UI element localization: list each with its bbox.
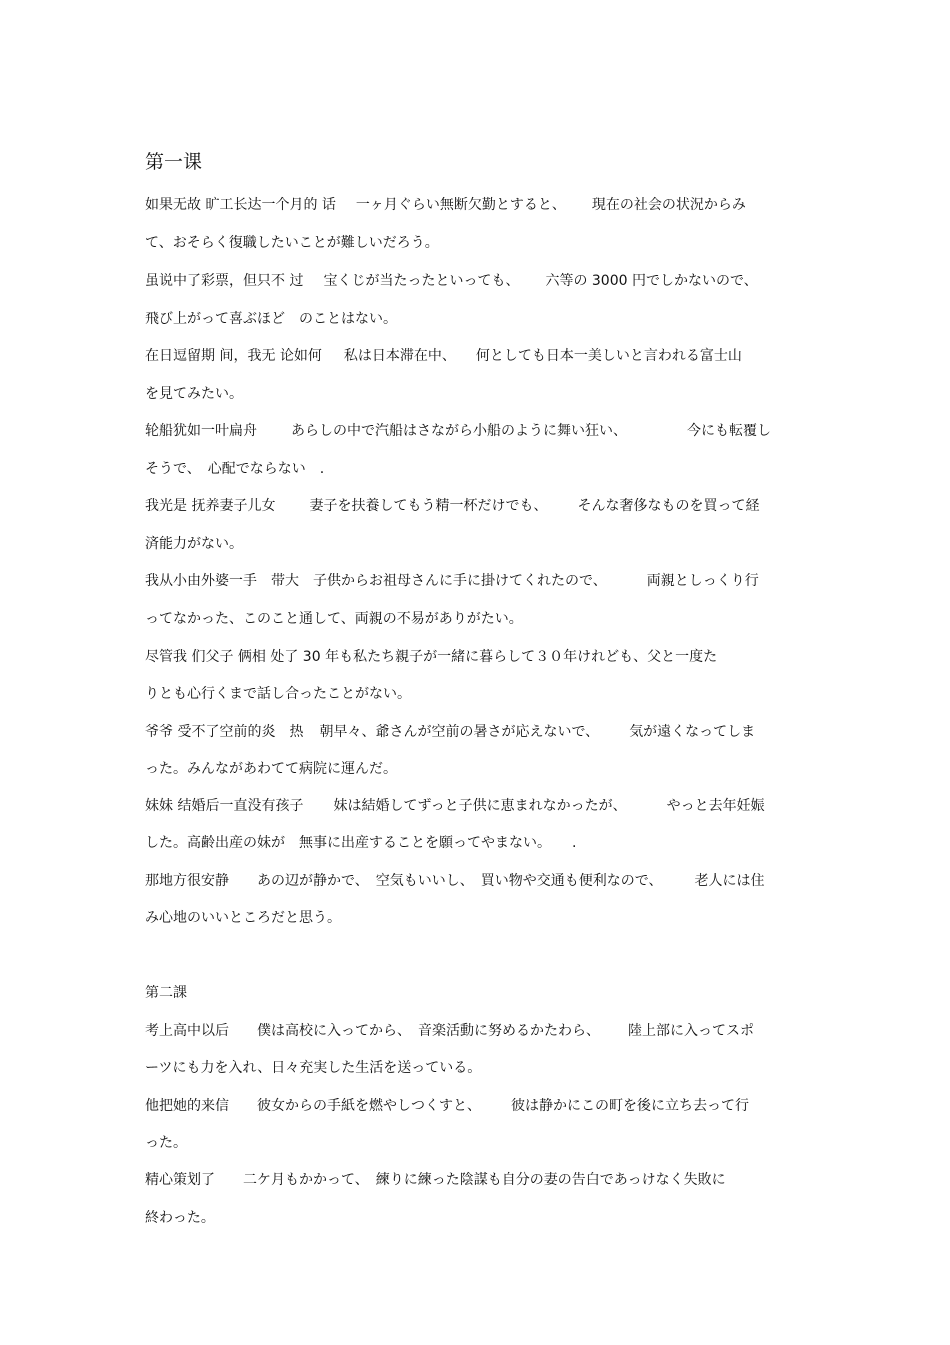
japanese-text: 彼は静かにこの町を後に立ち去って行	[511, 1098, 749, 1114]
japanese-text: あらしの中で汽船はさながら小船のように舞い狂い、	[291, 423, 627, 439]
chinese-phrase: 考上高中以后	[145, 1023, 229, 1039]
lesson-2-title: 第二課	[145, 985, 187, 1001]
sentence-continuation: て、おそらく復職したいことが難しいだろう。	[145, 235, 439, 251]
sentence-continuation: み心地のいいところだと思う。	[145, 910, 341, 926]
chinese-phrase: 精心策划了	[145, 1172, 215, 1188]
sentence-continuation: 終わった。	[145, 1210, 215, 1226]
chinese-phrase: 尽管我 们父子 俩相 处了 30 年も私たち親子が一緒に暮らして３０年けれども、父と一度た	[145, 649, 718, 665]
japanese-text: 妻子を扶養してもう精一杯だけでも、	[309, 498, 548, 514]
sentence-continuation: を見てみたい。	[145, 386, 243, 402]
japanese-text: 二ケ月もかかって、 練りに練った陰謀も自分の妻の告白であっけなく失敗に	[243, 1172, 726, 1188]
sentence-continuation: 飛び上がって喜ぶほど のことはない。	[145, 311, 397, 327]
sentence-line	[145, 1022, 754, 1040]
chinese-phrase: 妹妹 结婚后一直没有孩子	[145, 798, 304, 814]
sentence-line	[145, 497, 759, 515]
chinese-phrase: 爷爷 受不了空前的炎 热	[145, 724, 304, 740]
sentence-line	[145, 422, 771, 440]
chinese-phrase: 我光是 抚养妻子儿女	[145, 498, 276, 514]
sentence-continuation: 済能力がない。	[145, 536, 243, 552]
sentence-line	[145, 648, 717, 666]
sentence-line	[145, 572, 759, 590]
sentence-continuation: った。	[145, 1135, 187, 1151]
japanese-text: あの辺が静かで、 空気もいいし、 買い物や交通も便利なので、	[257, 873, 663, 889]
sentence-line	[145, 1171, 726, 1189]
japanese-text: 朝早々、爺さんが空前の暑さが応えないで、	[319, 724, 600, 740]
japanese-text: 現在の社会の状況からみ	[591, 197, 746, 213]
chinese-phrase: 轮船犹如一叶扁舟	[145, 423, 257, 439]
japanese-text: やっと去年妊娠	[666, 798, 765, 814]
japanese-text: 宝くじが当たったといっても、	[323, 273, 520, 289]
japanese-text: 老人には住	[694, 873, 765, 889]
sentence-continuation: ーツにも力を入れ、日々充実した生活を送っている。	[145, 1060, 482, 1076]
japanese-text: 気が遠くなってしま	[629, 724, 756, 740]
chinese-phrase: 那地方很安静	[145, 873, 229, 889]
japanese-text: 六等の 3000 円でしかないので、	[545, 273, 758, 289]
japanese-text: 彼女からの手紙を燃やしつくすと、	[257, 1098, 481, 1114]
sentence-line	[145, 872, 764, 890]
japanese-text: 子供からお祖母さんに手に掛けてくれたので、	[313, 573, 607, 589]
chinese-phrase: 在日逗留期 间，我无 论如何	[145, 348, 322, 364]
sentence-line	[145, 196, 746, 214]
sentence-continuation: した。高齢出産の妹が 無事に出産することを願ってやまない。 .	[145, 835, 577, 851]
sentence-line	[145, 797, 765, 815]
chinese-phrase: 我从小由外婆一手 带大	[145, 573, 299, 589]
japanese-text: 今にも転覆し	[687, 423, 771, 439]
lesson-1-title: 第一课	[145, 151, 203, 173]
sentence-continuation: ってなかった、このこと通して、両親の不易がありがたい。	[145, 611, 523, 627]
japanese-text: 陸上部に入ってスポ	[628, 1023, 754, 1039]
sentence-line	[145, 723, 755, 741]
chinese-phrase: 虽说中了彩票，但只不 过	[145, 273, 304, 289]
sentence-line	[145, 1097, 749, 1115]
japanese-text: 僕は高校に入ってから、 音楽活動に努めるかたわら、	[257, 1023, 600, 1039]
sentence-line	[145, 272, 758, 290]
sentence-line	[145, 347, 742, 365]
sentence-continuation: った。みんながあわてて病院に運んだ。	[145, 761, 397, 777]
japanese-text: 一ヶ月ぐらい無断欠勤とすると、	[355, 197, 566, 213]
japanese-text: 何としても日本一美しいと言われる富士山	[475, 348, 742, 364]
japanese-text: 私は日本滞在中、	[343, 348, 456, 364]
chinese-phrase: 如果无故 旷工长达一个月的 话	[145, 197, 336, 213]
sentence-continuation: りとも心行くまで話し合ったことがない。	[145, 686, 411, 702]
japanese-text: 両親としっくり行	[646, 573, 759, 589]
sentence-continuation: そうで、 心配でならない .	[145, 461, 325, 477]
japanese-text: 妹は結婚してずっと子供に恵まれなかったが、	[333, 798, 627, 814]
japanese-text: そんな奢侈なものを買って経	[577, 498, 760, 514]
chinese-phrase: 他把她的来信	[145, 1098, 229, 1114]
